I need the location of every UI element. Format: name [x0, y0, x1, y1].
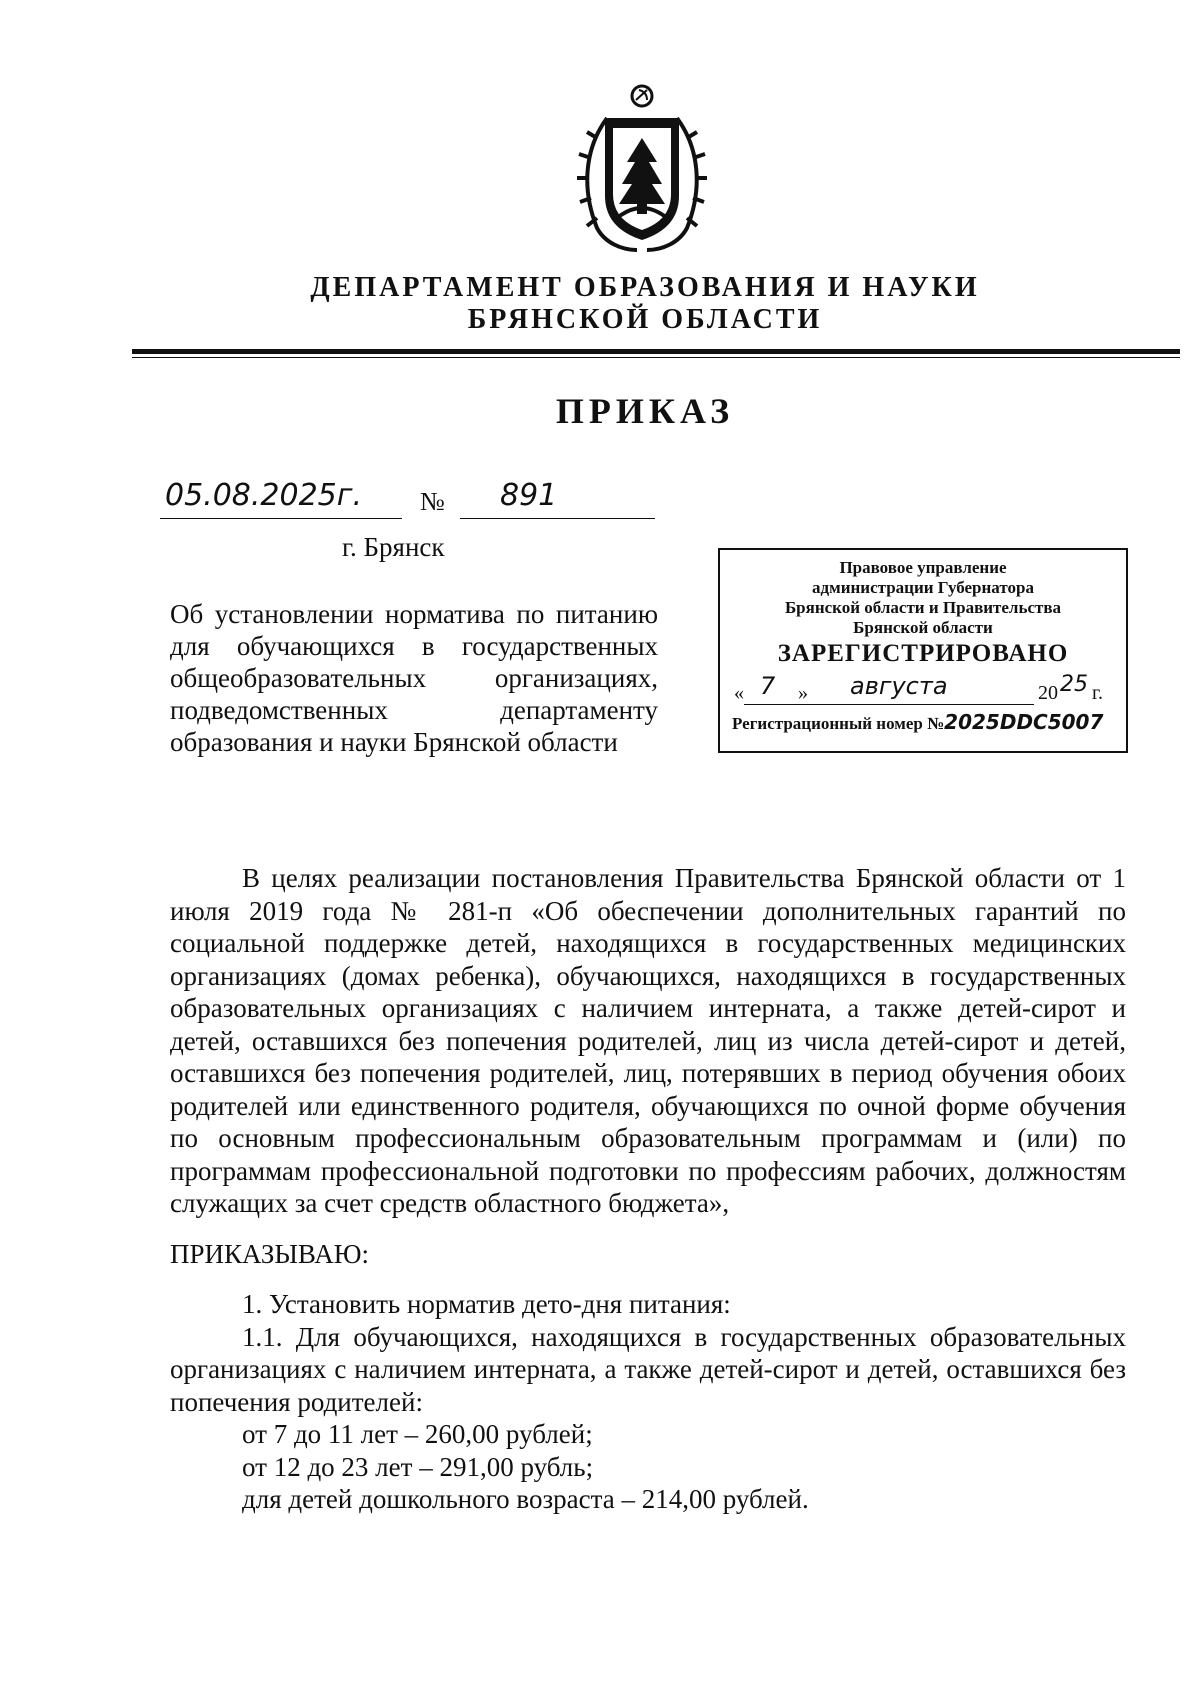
stamp-month: августа	[850, 672, 948, 700]
order-word: ПРИКАЗЫВАЮ:	[170, 1238, 369, 1269]
stamp-reg-line	[720, 710, 1126, 734]
stamp-open-quote: «	[734, 682, 744, 704]
registration-stamp	[718, 548, 1128, 753]
stamp-year-unit: г.	[1092, 682, 1103, 704]
stamp-line1: Правовое управление	[839, 558, 1007, 577]
stamp-date-underline	[744, 704, 1034, 705]
stamp-line4: Брянской области	[853, 618, 993, 637]
norm-7-11: от 7 до 11 лет – 260,00 рублей;	[242, 1419, 593, 1449]
department-name-line2: БРЯНСКОЙ ОБЛАСТИ	[467, 304, 823, 335]
order-number: 891	[500, 478, 558, 513]
stamp-line2: администрации Губернатора	[812, 578, 1034, 597]
item-1: 1. Установить норматив дето-дня питания:	[242, 1289, 731, 1319]
stamp-reg-number: 2025DDC5007	[944, 710, 1104, 734]
stamp-reg-label: Регистрационный номер №	[732, 714, 945, 733]
header-rule-thick	[132, 349, 1180, 354]
stamp-date	[720, 672, 1126, 708]
header-rule-thin	[132, 357, 1180, 358]
date-underline	[160, 518, 402, 519]
stamp-line3: Брянской области и Правительства	[784, 598, 1062, 617]
order-city: г. Брянск	[342, 532, 445, 562]
order-subject: Об установлении норматива по питанию для обучающихся в государственных общеобразовательных организациях, подведомственных департаменту образования и науки Брянской области	[170, 599, 658, 757]
item-1-1: 1.1. Для обучающихся, находящихся в государственных образовательных организациях с наличием интерната, а также детей-сирот и детей, оставшихся без попечения родителей:	[170, 1321, 1126, 1417]
stamp-close-quote: »	[798, 682, 808, 704]
coat-of-arms-icon	[567, 78, 717, 258]
order-body	[170, 862, 1126, 1516]
norm-12-23: от 12 до 23 лет – 291,00 рубль;	[242, 1451, 594, 1482]
number-sign: №	[420, 487, 445, 516]
number-underline	[460, 518, 655, 519]
order-date: 05.08.2025г.	[165, 478, 363, 513]
norm-preschool: для детей дошкольного возраста – 214,00 рублей.	[242, 1484, 809, 1514]
stamp-year-prefix: 20	[1038, 682, 1058, 704]
document-title: ПРИКАЗ	[555, 391, 735, 431]
stamp-day: 7	[760, 672, 776, 700]
stamp-registered: ЗАРЕГИСТРИРОВАНО	[777, 640, 1069, 667]
stamp-year-suffix: 25	[1060, 672, 1088, 697]
preamble-paragraph: В целях реализации постановления Правительства Брянской области от 1 июля 2019 года № 281-п «Об обеспечении дополнительных гарантий по социальной поддержке детей, находящихся в государственных медицинских организациях (домах ребенка), обучающихся, находящихся в государственных образовательных организациях с наличием интерната, а также детей-сирот и детей, оставшихся без попечения родителей, лиц из числа детей-сирот и детей, оставшихся без попечения родителей, лиц, потерявших в период обучения обоих родителей или единственного родителя, обучающихся по очной форме обучения по основным профессиональным образовательным программам и (или) по программам профессиональной подготовки по профессиям рабочих, должностям служащих за счет средств областного бюджета»,	[170, 863, 1126, 1218]
department-name-line1: ДЕПАРТАМЕНТ ОБРАЗОВАНИЯ И НАУКИ	[310, 272, 980, 303]
